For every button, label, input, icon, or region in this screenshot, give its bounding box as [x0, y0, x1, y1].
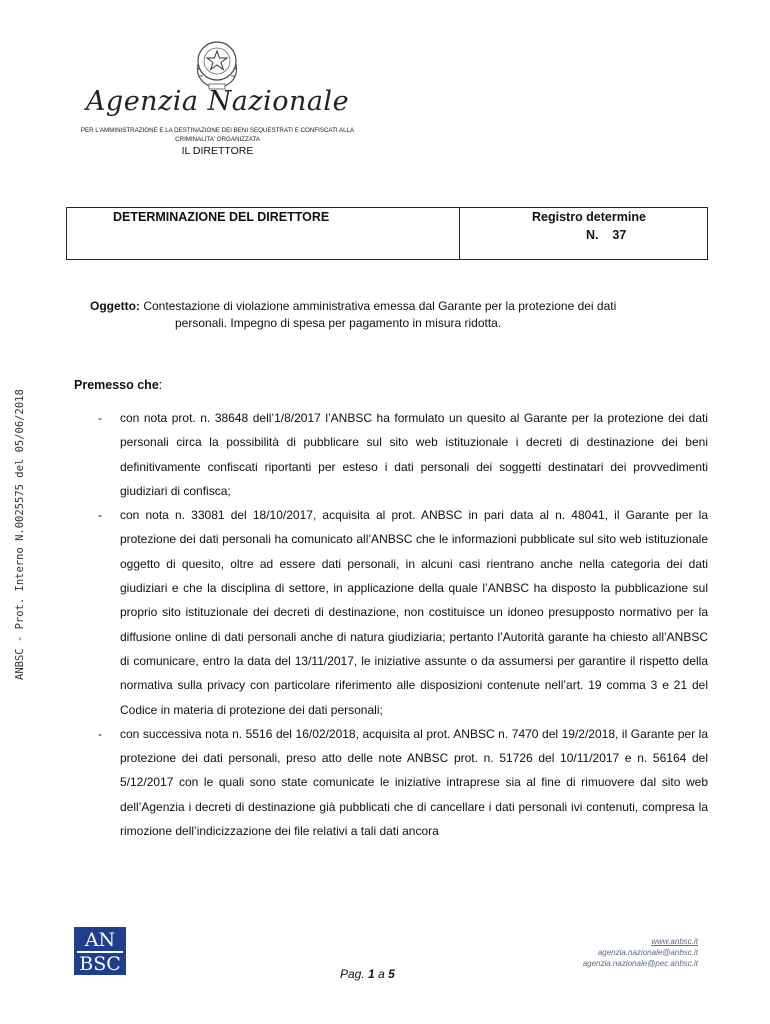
pec-address: agenzia.nazionale@pec.anbsc.it: [582, 959, 698, 968]
determination-title: DETERMINAZIONE DEL DIRETTORE: [113, 210, 330, 224]
italian-republic-emblem-icon: [189, 34, 245, 92]
protocol-stamp: ANBSC - Prot. Interno N.0025575 del 05/06/2018: [14, 389, 26, 680]
determination-box: [66, 207, 708, 260]
page-separator: a: [378, 967, 385, 981]
determination-title-cell: [67, 208, 460, 259]
list-item: [74, 722, 708, 843]
premesso-label: Premesso che: [74, 378, 159, 392]
premise-list: [74, 406, 708, 843]
page-total: 5: [388, 967, 395, 981]
page-current: 1: [368, 967, 375, 981]
subject-text-line2: personali. Impegno di spesa per pagamento in misura ridotta.: [175, 316, 502, 330]
anbsc-logo: [74, 927, 126, 975]
register-label: Registro determine: [532, 210, 646, 224]
website-link[interactable]: www.anbsc.it: [651, 937, 698, 946]
subject-text-line1: Contestazione di violazione amministrativa emessa dal Garante per la protezione dei dati: [143, 299, 617, 313]
logo-top-text: AN: [84, 929, 116, 951]
footer-contacts: [583, 936, 698, 969]
list-item-text: con nota prot. n. 38648 dell’1/8/2017 l’ANBSC ha formulato un quesito al Garante per la protezione dei dati personali circa la possibilità di pubblicare sul sito web istituzionale i decreti di destinazione dei beni definitivamente confiscati riportanti per esteso i dati personali dei soggetti destinatari dei provvedimenti giudiziari di confisca;: [120, 411, 708, 498]
list-item-text: con successiva nota n. 5516 del 16/02/2018, acquisita al prot. ANBSC n. 7470 del 19/2/2018, il Garante per la protezione dei dati personali, preso atto delle note ANBSC prot. n. 51726 del 10/11/2017 e n. 56164 del 5/12/2017 con le quali sono state comunicate le iniziative intraprese sia al fine di rimuovere dal sito web dell’Agenzia i decreti di destinazione già pubblicati che di cancellare i dati personali ivi contenuti, compresa la rimozione dell’indicizzazione dei file relativi a tali dati ancora: [120, 726, 708, 839]
agency-subtitle-line1: PER L'AMMINISTRAZIONE E LA DESTINAZIONE DEI BENI SEQUESTRATI E CONFISCATI ALLA: [80, 127, 355, 134]
list-dash: -: [98, 411, 102, 425]
subject-label: Oggetto:: [90, 299, 140, 313]
subject-block: [90, 298, 710, 332]
list-item: [74, 503, 708, 722]
logo-bottom-text: BSC: [79, 953, 121, 975]
page-number: [340, 967, 440, 981]
premesso-colon: :: [158, 378, 163, 392]
list-dash: -: [98, 726, 102, 741]
agency-subtitle: [70, 126, 365, 144]
agency-name: Agenzia Nazionale: [85, 86, 350, 117]
agency-subtitle-line2: CRIMINALITA' ORGANIZZATA: [175, 136, 260, 143]
email-address: agenzia.nazionale@anbsc.it: [597, 948, 698, 957]
premesso-heading: [74, 378, 162, 392]
director-heading: IL DIRETTORE: [181, 145, 254, 157]
page-prefix: Pag.: [340, 967, 365, 981]
list-dash: -: [98, 508, 102, 523]
register-cell: [460, 208, 707, 259]
list-item: [74, 406, 708, 503]
register-number: N. 37: [586, 228, 627, 242]
list-item-text: con nota n. 33081 del 18/10/2017, acquisita al prot. ANBSC in pari data al n. 48041, il Garante per la protezione dei dati personali ha comunicato all’ANBSC che le informazioni pubblicate sul sito web istituzionale oggetto di quesito, oltre ad essere dati personali, in alcuni casi rientrano anche nella categoria dei dati giudiziari e che la disciplina di settore, in applicazione della quale l’ANBSC ha disposto la pubblicazione sul proprio sito istituzionale dei decreti di destinazione, non costituisce un idoneo presupposto normativo per la diffusione online di dati personali anche di natura giudiziaria; pertanto l’Autorità garante ha chiesto all’ANBSC di comunicare, entro la data del 13/11/2017, le iniziative assunte o da assumersi per garantire il rispetto della normativa sulla privacy con particolare riferimento alle disposizioni contenute nell’art. 19 comma 3 e 21 del Codice in materia di protezione dei dati personali;: [120, 508, 708, 717]
